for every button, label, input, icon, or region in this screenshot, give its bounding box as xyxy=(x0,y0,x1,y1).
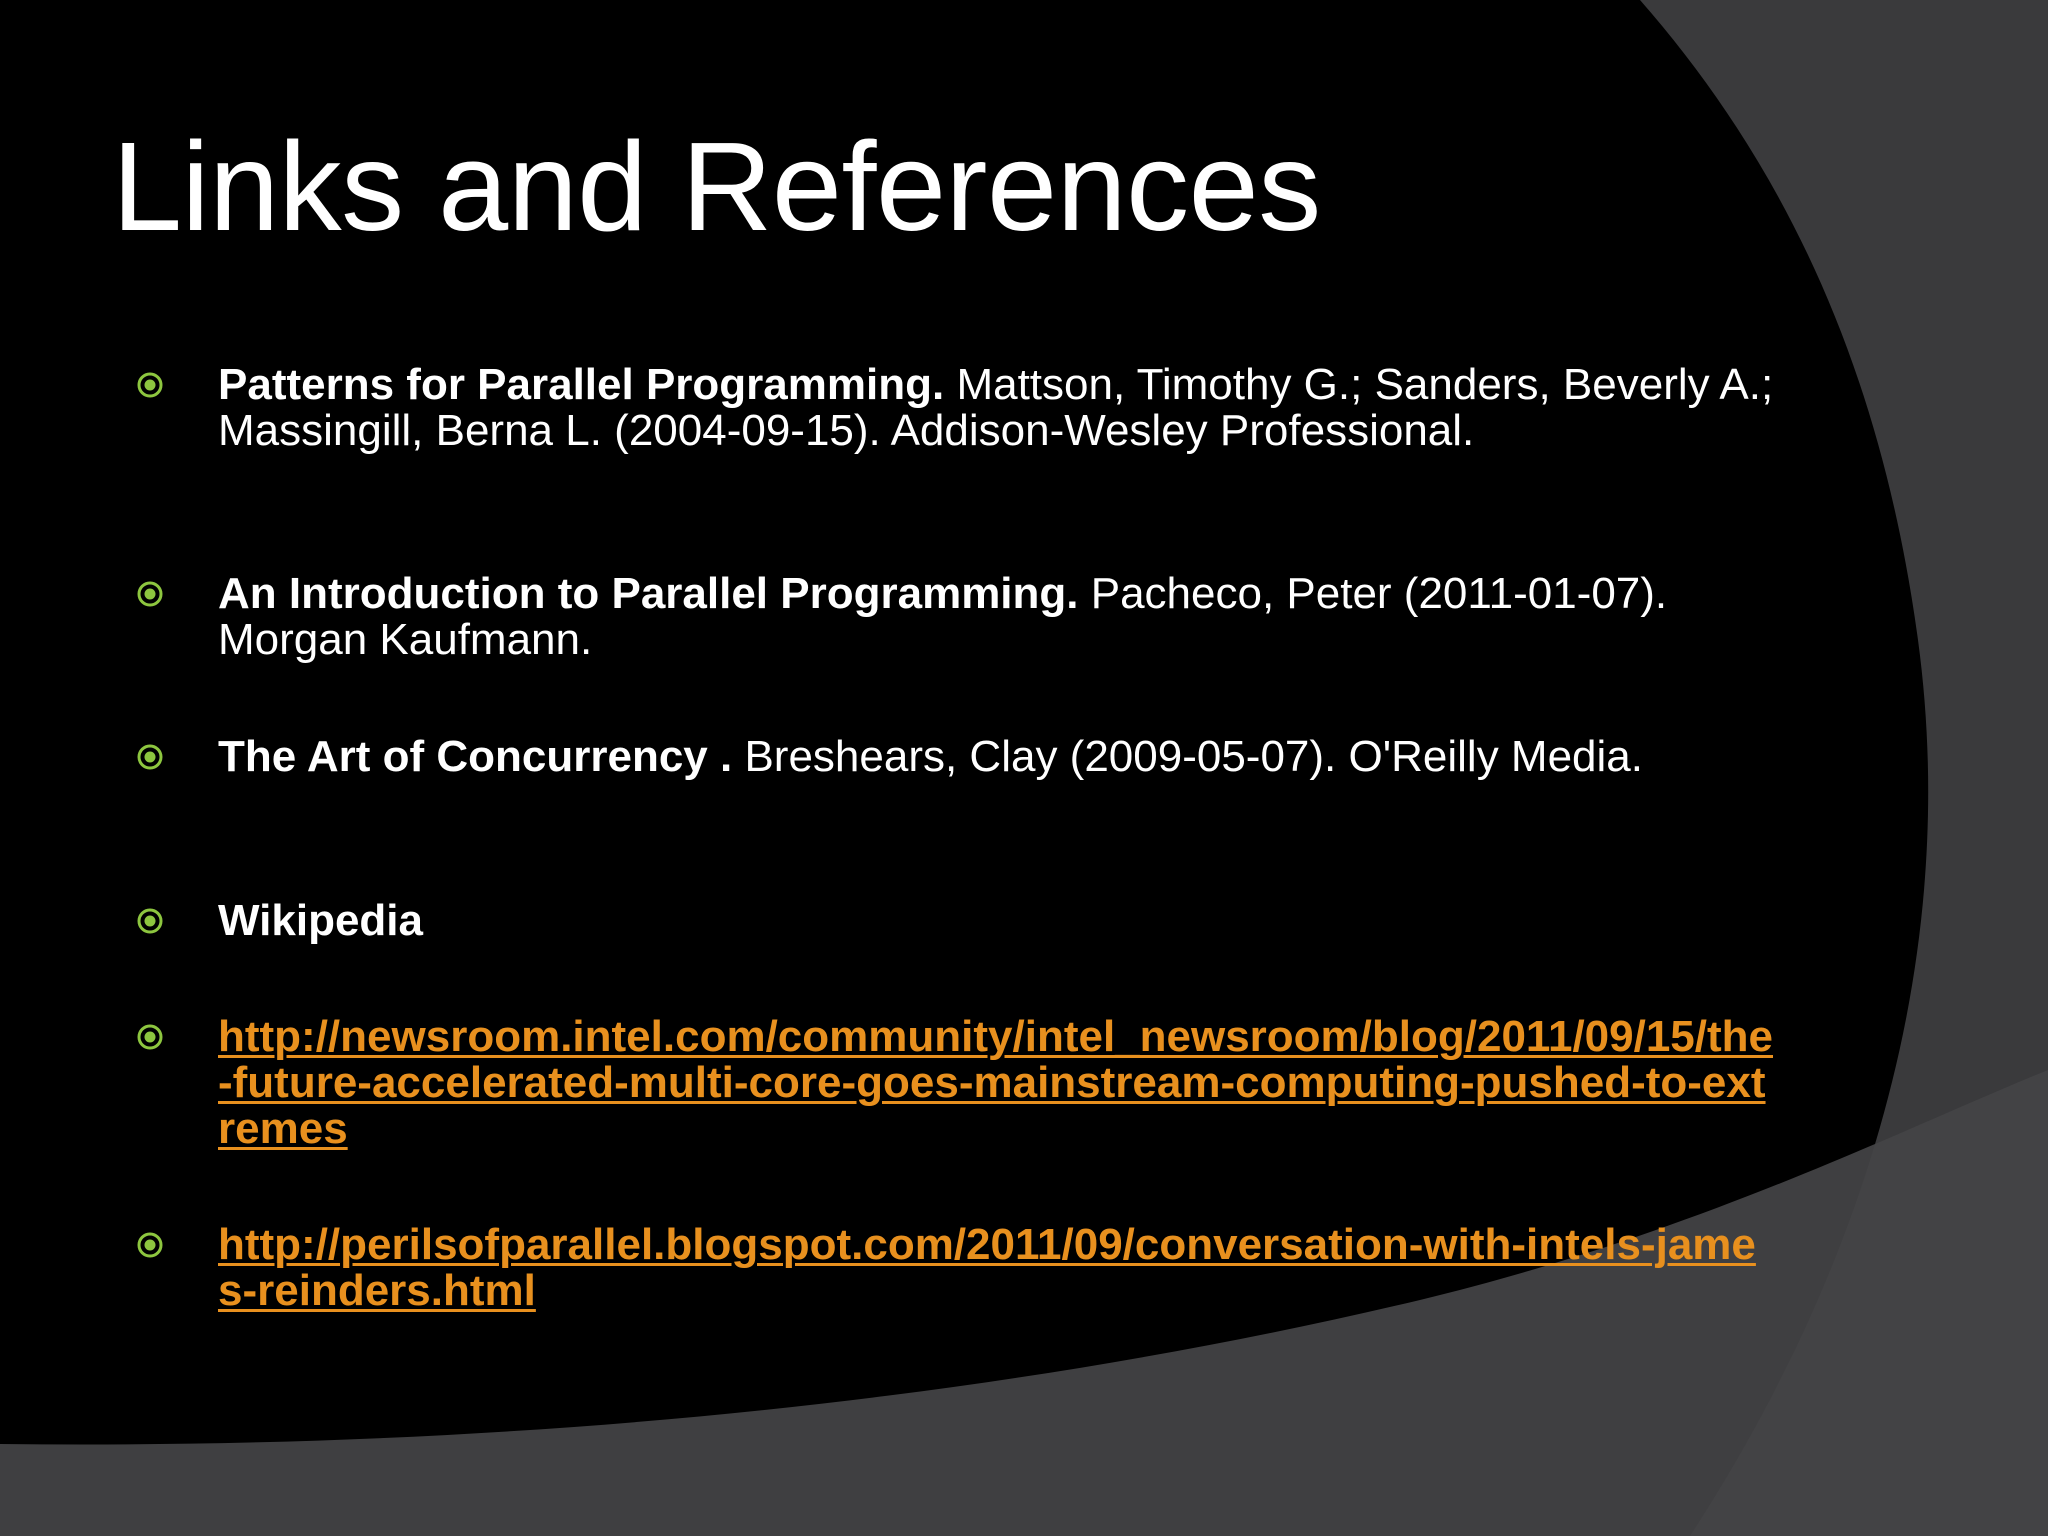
circled-dot-bullet-icon xyxy=(134,1229,166,1261)
reference-title: Wikipedia xyxy=(218,896,423,945)
reference-title: Patterns for Parallel Programming. xyxy=(218,360,945,409)
reference-item xyxy=(218,898,1778,944)
perils-of-parallel-link[interactable]: http://perilsofparallel.blogspot.com/2011/09/conversation-with-intels-james-reinders.html xyxy=(218,1220,1756,1315)
circled-dot-bullet-icon xyxy=(134,369,166,401)
reference-details: Mattson, Timothy G.; Sanders, Beverly A.; Massingill, Berna L. (2004-09-15). Addison-Wesley Professional. xyxy=(218,360,1774,455)
circled-dot-bullet-icon xyxy=(134,578,166,610)
circled-dot-bullet-icon xyxy=(134,1021,166,1053)
reference-details: Breshears, Clay (2009-05-07). O'Reilly Media. xyxy=(732,732,1643,781)
reference-details: Pacheco, Peter (2011-01-07). Morgan Kaufmann. xyxy=(218,569,1668,664)
reference-title: The Art of Concurrency . xyxy=(218,732,733,781)
reference-item xyxy=(218,571,1778,663)
reference-link-item xyxy=(218,1222,1778,1314)
intel-newsroom-link[interactable]: http://newsroom.intel.com/community/intel_newsroom/blog/2011/09/15/the-future-accelerated-multi-core-goes-mainstream-computing-pushed-to-extremes xyxy=(218,1012,1773,1153)
circled-dot-bullet-icon xyxy=(134,741,166,773)
reference-item xyxy=(218,362,1778,454)
slide-title: Links and References xyxy=(112,116,1321,257)
reference-title: An Introduction to Parallel Programming. xyxy=(218,569,1079,618)
reference-link-item xyxy=(218,1014,1778,1152)
reference-item xyxy=(218,734,1778,780)
circled-dot-bullet-icon xyxy=(134,905,166,937)
